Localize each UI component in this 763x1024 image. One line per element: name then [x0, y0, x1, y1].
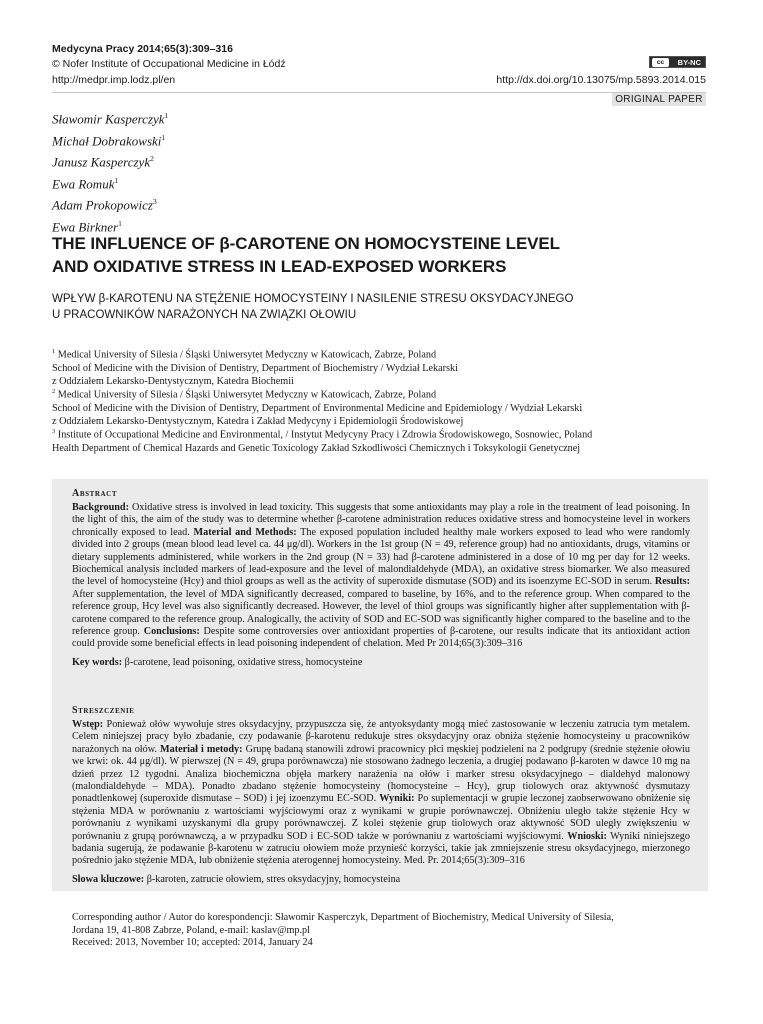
- paper-title: THE INFLUENCE OF β-CAROTENE ON HOMOCYSTEINE LEVEL AND OXIDATIVE STRESS IN LEAD-EXPOSED WORKERS: [52, 234, 560, 276]
- abstract-heading: Abstract: [72, 488, 118, 499]
- abstract-text: Background: Oxidative stress is involved in lead toxicity. This suggests that some antioxidants may play a role in the treatment of lead poisoning. In the light of this, the aim of the study was to determine whether β-carotene administration reduces oxidative stress and homocysteine level in workers chronically exposed to lead. Material and Methods: The exposed population included healthy male workers exposed to lead who were randomly divided into 2 groups (mean blood lead level ca. 44 μg/dl). Workers in the 1st group (N = 49, reference group) had no antioxidants, drugs, vitamins or dietary supplements administered, while workers in the 2nd group (N = 33) had β-carotene administered in a dose of 10 mg per day for 12 weeks. Biochemical analysis included markers of lead-exposure and the level of malondialdehyde (MDA), an oxidative stress biomarker. We also measured the level of homocysteine (Hcy) and thiol groups as well as the activity of superoxide dismutase (SOD) and its isoenzyme EC-SOD in serum. Results: After supplementation, the level of MDA significantly decreased, compared to baseline, by 16%, and to the reference group. When compared to the reference group, Hcy level was also significantly decreased. However, the level of thiol groups was significantly higher after supplementation with β-carotene compared to the reference group. Analogically, the activity of SOD and EC-SOD was significantly higher compared to the baseline and to the reference group. Conclusions: Despite some controversies over antioxidant properties of β-carotene, our results indicate that its antioxidant action could provide some beneficial effects in lead poisoning independent of chelation. Med Pr 2014;65(3):309–316: [72, 502, 691, 650]
- author: Adam Prokopowicz$^3$: [52, 197, 157, 213]
- abstract-section: [72, 488, 690, 669]
- affiliation: $^3$ Institute of Occupational Medicine and Environmental, / Instytut Medycyny Pracy i Zdrowia Środowiskowego, Sosnowiec, Poland Health Department of Chemical Hazards and Genetic Toxicology Zakład Szkodliwości Chemicznych i Toksykologii Genetycznej: [52, 428, 593, 454]
- affiliation: $^2$ Medical University of Silesia / Śląski Uniwersytet Medyczny w Katowicach, Zabrze, Poland School of Medicine with the Division of Dentistry, Department of Environmental Medicine and Epidemiology / Wydział Lekarski z Oddziałem Lekarsko-Dentystycznym, Katedra i Zakład Medycyny i Epidemiologii Środowiskowej: [52, 388, 583, 427]
- journal-citation: Medycyna Pracy 2014;65(3):309–316: [52, 43, 233, 55]
- section-label: ORIGINAL PAPER: [612, 93, 706, 106]
- doi-link[interactable]: http://dx.doi.org/10.13075/mp.5893.2014.015: [496, 74, 706, 86]
- author: Ewa Romuk$^1$: [52, 175, 119, 191]
- streszczenie-section: [72, 705, 690, 886]
- paper-title-polish: WPŁYW β-KAROTENU NA STĘŻENIE HOMOCYSTEINY I NASILENIE STRESU OKSYDACYJNEGO U PRACOWNIKÓW NARAŻONYCH NA ZWIĄZKI OŁOWIU: [52, 293, 574, 321]
- journal-url[interactable]: http://medpr.imp.lodz.pl/en: [52, 74, 176, 86]
- author: Michał Dobrakowski$^1$: [52, 132, 166, 148]
- streszczenie-text: Wstęp: Ponieważ ołów wywołuje stres oksydacyjny, przypuszcza się, że antyoksydanty mogą mieć zastosowanie w leczeniu zatrucia tym metalem. Celem niniejszej pracy było zbadanie, czy podawanie β-karotenu redukuje stres oksydacyjny oraz obniża stężenie homocysteiny u pracowników narażonych na ołów. Materiał i metody: Grupę badaną stanowili zdrowi pracownicy płci męskiej podzieleni na 2 podgrupy (średnie stężenie ołowiu we krwi: ok. 44 μg/dl). W pierwszej (N = 49, grupa porównawcza) nie stosowano żadnego leczenia, a drugiej podawano β-karoten w dawce 10 mg na dzień przez 12 tygodni. Analiza biochemiczna objęła markery narażenia na ołów i marker stresu oksydacyjnego – dialdehyd malonowy (malondialdehyde – MDA). Ponadto zbadano stężenie homocysteiny (homocysteine – Hcy), grup tiolowych oraz aktywność dysmutazy ponadtlenkowej (superoxide dismutase – SOD) i jej izoenzymu EC-SOD. Wyniki: Po suplementacji w grupie leczonej zaobserwowano obniżenie się stężenia MDA w porównaniu z wartościami wyjściowymi oraz z wynikami w grupie porównawczej. Obniżeniu uległo także stężenie Hcy w porównaniu z wynikami uzyskanymi dla grupy porównawczej. Z kolei stężenie grup tiolowych oraz aktywność SOD uległy zwiększeniu w porównaniu z grupą porównawczą, a w przypadku SOD i EC-SOD także w porównaniu z wartościami wyjściowymi. Wnioski: Wyniki niniejszego badania sugerują, że podawanie β-karotenu w zatruciu ołowiem może przynieść korzyści, takie jak zmniejszenie stresu oksydacyjnego, mierzonego pośrednio jako stężenie MDA, lub obniżenie stężenia aterogennej homocysteiny. Med. Pr. 2014;65(3):309–316: [72, 719, 691, 867]
- streszczenie-keywords: Słowa kluczowe: β-karoten, zatrucie ołowiem, stres oksydacyjny, homocysteina: [72, 873, 401, 885]
- author-list: [52, 107, 168, 236]
- publisher: © Nofer Institute of Occupational Medicine in Łódź: [52, 58, 286, 70]
- correspondence: Corresponding author / Autor do korespondencji: Sławomir Kasperczyk, Department of Biochemistry, Medical University of Silesia, Jordana 19, 41-808 Zabrze, Poland, e-mail: kaslav@mp.pl Received: 2013, November 10; accepted: 2014, January 24: [72, 912, 614, 949]
- abstract-box: [52, 479, 708, 891]
- streszczenie-heading: Streszczenie: [72, 705, 135, 716]
- abstract-keywords: Key words: β-carotene, lead poisoning, oxidative stress, homocysteine: [72, 656, 363, 668]
- affiliation: $^1$ Medical University of Silesia / Śląski Uniwersytet Medyczny w Katowicach, Zabrze, Poland School of Medicine with the Division of Dentistry, Department of Biochemistry / Wydział Lekarski z Oddziałem Lekarsko-Dentystycznym, Katedra Biochemii: [52, 348, 458, 387]
- cc-icon: cc: [652, 58, 669, 67]
- author: Ewa Birkner$^1$: [52, 218, 122, 234]
- license-label: BY-NC: [677, 57, 701, 67]
- cc-license-badge[interactable]: [649, 56, 706, 68]
- author: Sławomir Kasperczyk$^1$: [52, 111, 169, 127]
- author: Janusz Kasperczyk$^2$: [52, 154, 154, 170]
- header-divider: [52, 92, 706, 93]
